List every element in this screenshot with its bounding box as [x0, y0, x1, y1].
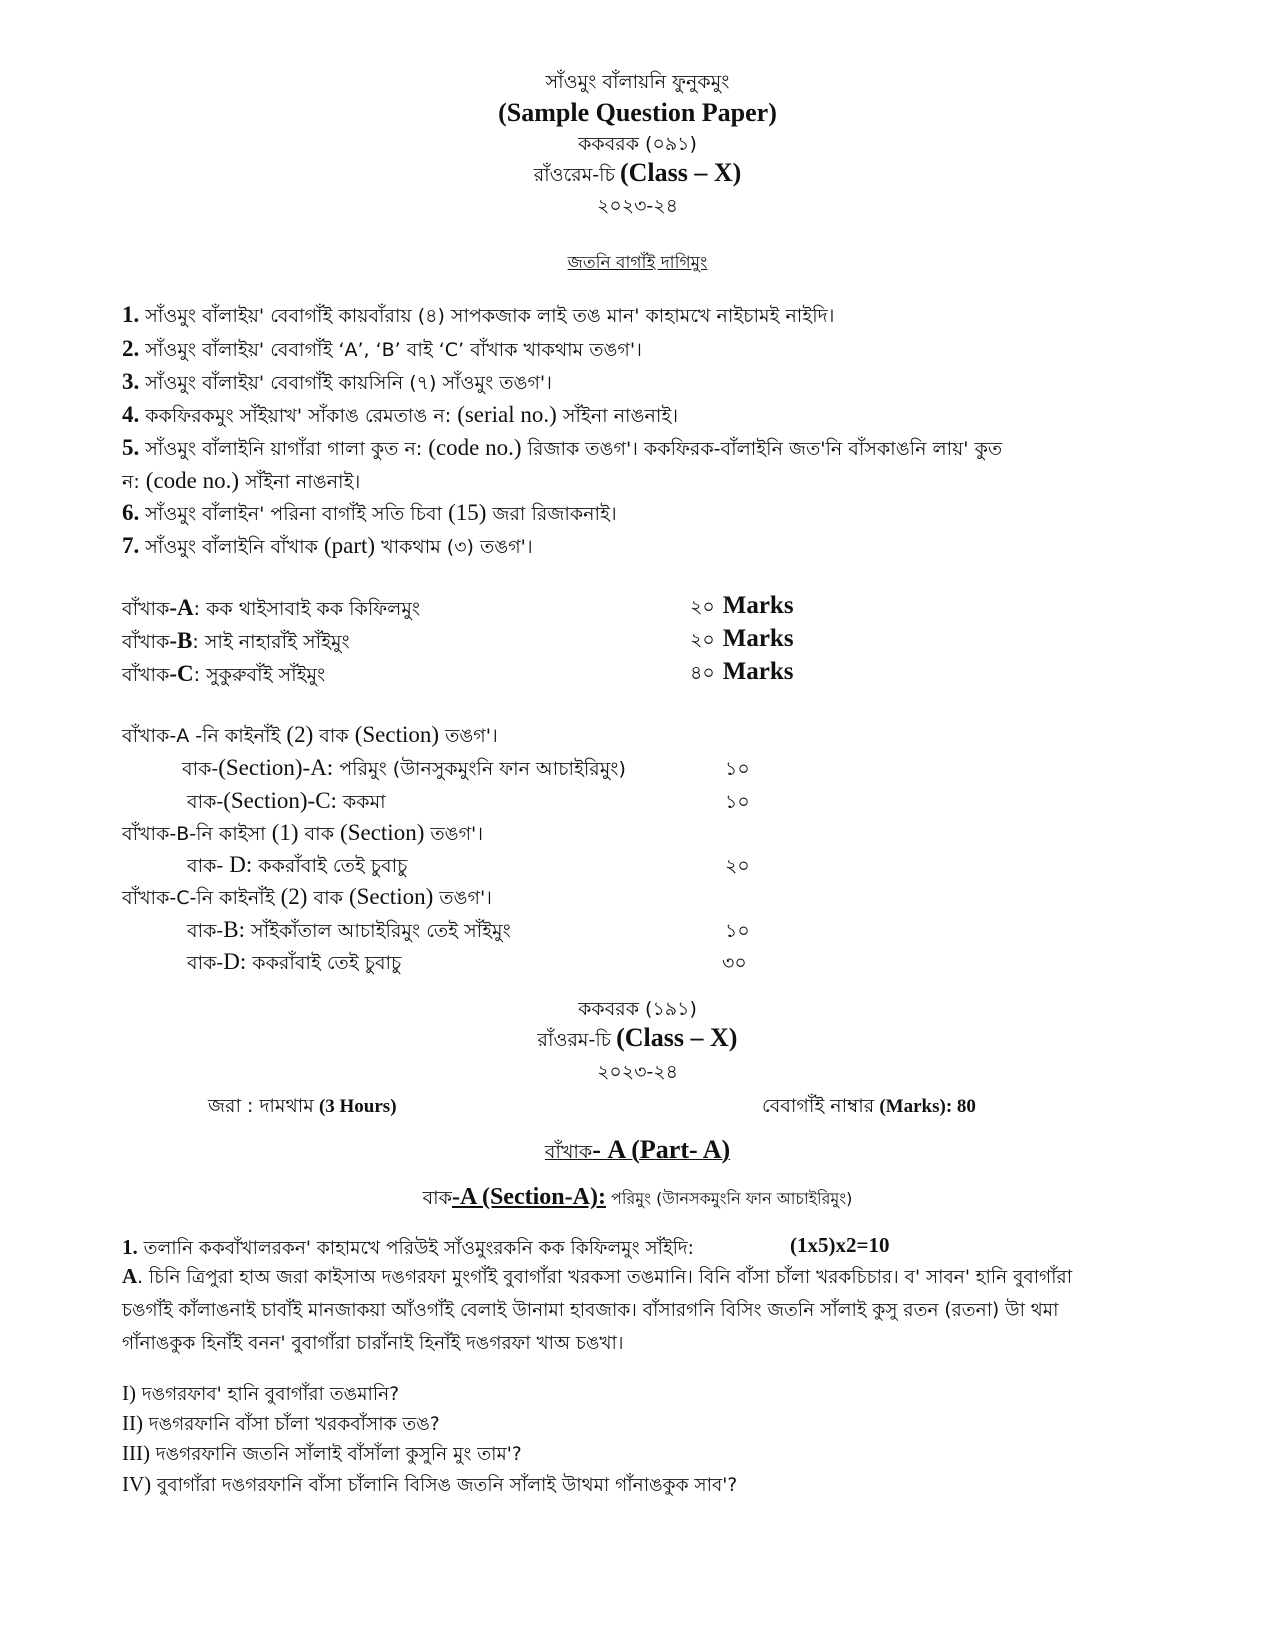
section-title-desc: পরিমুং (উানসকমুংনি ফান আচাইরিমুং)	[611, 1189, 853, 1208]
part-label: -C	[169, 661, 194, 686]
second-year: ২০২৩-২৪	[597, 1061, 678, 1083]
passage-label: A	[122, 1264, 138, 1288]
instruction-latin: (serial no.)	[457, 402, 557, 427]
part-label: -B	[169, 628, 193, 653]
instruction-text: সাঁইনা নাঙনাই।	[245, 471, 361, 493]
section-row	[187, 949, 401, 981]
section-text: তঙগ'।	[445, 725, 498, 747]
part-summary-a	[122, 595, 420, 627]
time-label: জরা : দামথাম	[208, 1095, 314, 1117]
section-text: বাক-	[182, 758, 219, 780]
instruction-3	[122, 369, 1132, 401]
instruction-text: রিজাক তঙগ'। ককফিরক-বাঁলাইনি জত'নি বাঁসকাঙনি লায়' কুত	[527, 438, 1003, 460]
question-text: তলানি ককবাঁখালরকন' কাহামখে পরিউই সাঁওমুংরকনি কক কিফিলমুং সাঁইদি:	[143, 1238, 694, 1259]
instruction-number: 1.	[122, 302, 140, 327]
subquestion-number: I)	[122, 1381, 136, 1405]
section-row	[122, 820, 483, 852]
header-class	[0, 158, 1275, 193]
instruction-text: খাকথাম (৩) তঙগ'।	[381, 536, 533, 558]
section-text: বাঁখাক-A -নি কাইনাঁই	[122, 725, 281, 747]
time-info	[208, 1092, 397, 1124]
marks-info	[762, 1092, 976, 1124]
subquestion-text: বুবাগাঁরা দঙগরফানি বাঁসা চাঁলানি বিসিঙ জতনি সাঁলাই উাথমা গাঁনাঙকুক সাব'?	[157, 1475, 738, 1496]
subquestion-number: III)	[122, 1441, 150, 1465]
part-summary-a-marks	[690, 592, 794, 625]
section-text: পরিমুং (উানসুকমুংনি ফান আচাইরিমুং)	[339, 758, 626, 780]
instruction-text: ককফিরকমুং সাঁইয়াখ' সাঁকাঙ রেমতাঙ ন:	[145, 405, 452, 427]
subquestion-text: দঙগরফানি জতনি সাঁলাই বাঁসাঁলা কুসুনি মুং তাম'?	[155, 1444, 522, 1465]
marks-word: Marks	[722, 658, 794, 685]
section-text: তঙগ'।	[430, 823, 484, 845]
instruction-number: 2.	[122, 336, 140, 361]
section-text: বাক-	[187, 791, 224, 813]
passage-text: . চিনি ত্রিপুরা হাঅ জরা কাইসাঅ দঙগরফা মুংগাঁই বুবাগাঁরা খরকসা তঙমানি। বিনি বাঁসা চাঁলা খরকচিচার। ব' সাবন' হানি বুবাগাঁরা চঙগাঁই কাঁলাঙনাই চাবাঁই মানজাকয়া আঁওগাঁই বেলাই উানামা হাবজাক। বাঁসারগনি বিসিং জতনি সাঁলাই কুসু রতন (রতনা) উা থমা গাঁনাঙকুক হিনাঁই বনন' বুবাগাঁরা চারাঁনাই হিনাঁই দঙগরফা খাঅ চঙখা।	[122, 1267, 1073, 1354]
subquestion-number: IV)	[122, 1472, 152, 1496]
instruction-number: 5.	[122, 435, 140, 460]
instruction-text: সাঁওমুং বাঁলাইনি বাঁখাক	[145, 536, 318, 558]
section-mark: ৩০	[722, 952, 747, 974]
subquestion-text: দঙগরফাব' হানি বুবাগাঁরা তঙমানি?	[141, 1384, 400, 1405]
part-title-prefix: বাঁখাক	[544, 1141, 593, 1163]
part-desc: : কক থাইসাবাই কক কিফিলমুং	[193, 598, 421, 620]
part-desc: : সাই নাহারাঁই সাঁইমুং	[192, 631, 350, 653]
instruction-number: 3.	[122, 369, 140, 394]
part-prefix: বাঁখাক	[122, 664, 170, 686]
section-row	[122, 884, 492, 916]
section-latin: (2)	[286, 722, 314, 747]
section-text: তঙগ'।	[439, 887, 492, 909]
part-title-label: - A (Part- A)	[592, 1135, 731, 1164]
section-row	[187, 788, 386, 820]
instruction-6	[122, 500, 1132, 532]
instruction-latin: (code no.)	[145, 468, 240, 493]
section-latin: (2)	[280, 884, 308, 909]
instructions-title: জতনি বাগাঁই দাগিমুং	[567, 253, 708, 273]
header-line1: সাঁওমুং বাঁলায়নি ফুনুকমুং	[545, 71, 730, 93]
passage	[122, 1260, 1122, 1360]
section-row	[122, 722, 498, 754]
section-latin: (1)	[271, 820, 299, 845]
header-class-prefix: রাঁওরেম-চি	[533, 164, 615, 186]
instruction-5	[122, 435, 1132, 467]
section-latin: (Section)-A:	[218, 755, 334, 780]
instruction-text: সাঁওমুং বাঁলাইন' পরিনা বাগাঁই সতি চিবা	[145, 503, 443, 525]
section-latin: (Section)	[340, 820, 425, 845]
question-number: 1.	[122, 1235, 138, 1259]
marks-number: ২০	[690, 629, 715, 651]
section-text: বাক-	[187, 952, 224, 974]
section-mark: ১০	[725, 758, 750, 780]
section-text: ককমা	[342, 791, 386, 813]
part-title	[0, 1135, 1275, 1170]
marks-number: ৪০	[690, 662, 715, 684]
instruction-text: জরা রিজাকনাই।	[492, 503, 617, 525]
section-text: ককরাঁবাই তেই চুবাচু	[258, 855, 408, 877]
section-text: বাঁখাক-B-নি কাইসা	[122, 823, 266, 845]
marks-value: (Marks): 80	[879, 1096, 976, 1117]
section-latin: D:	[223, 949, 247, 974]
instruction-1	[122, 302, 1132, 334]
section-text: বাক	[313, 887, 343, 909]
part-label: -A	[169, 595, 194, 620]
instruction-latin: (code no.)	[428, 435, 522, 460]
section-mark: ১০	[725, 920, 750, 942]
marks-word: Marks	[722, 592, 794, 619]
instruction-text: সাঁওমুং বাঁলাইয়' বেবাগাঁই কায়সিনি (৭) সাঁওমুং তঙগ'।	[145, 372, 552, 394]
part-summary-c	[122, 661, 325, 693]
instruction-number: 6.	[122, 500, 140, 525]
section-row	[187, 917, 511, 949]
question-1-marks: (1x5)x2=10	[790, 1233, 890, 1257]
part-summary-b-marks	[690, 625, 794, 658]
marks-label: বেবাগাঁই নাম্বার	[762, 1095, 875, 1117]
instruction-latin: (15)	[448, 500, 487, 525]
second-class-label: (Class – X)	[616, 1023, 738, 1052]
header-subject: ককবরক (০৯১)	[578, 133, 697, 155]
section-latin: (Section)-C:	[223, 788, 337, 813]
section-text: সাঁইকাঁতাল আচাইরিমুং তেই সাঁইমুং	[251, 920, 511, 942]
instruction-text: সাঁওমুং বাঁলাইনি য়াগাঁরা গালা কুত ন:	[145, 438, 423, 460]
section-text: বাক-	[187, 855, 224, 877]
section-mark: ২০	[725, 855, 750, 877]
section-latin: D:	[229, 852, 253, 877]
section-row	[187, 852, 407, 884]
marks-number: ২০	[690, 596, 715, 618]
subquestion	[122, 1410, 440, 1441]
instruction-text: সাঁওমুং বাঁলাইয়' বেবাগাঁই কায়বাঁরায় (৪) সাপকজাক লাই তঙ মান' কাহামখে নাইচামই নাইদি।	[145, 305, 835, 327]
section-text: বাক-	[187, 920, 224, 942]
second-class-prefix: রাঁওরম-চি	[537, 1029, 612, 1051]
subquestion	[122, 1440, 522, 1471]
instruction-2	[122, 336, 1132, 368]
section-latin: B:	[223, 917, 245, 942]
instruction-text: সাঁওমুং বাঁলাইয়' বেবাগাঁই ‘A’, ‘B’ বাই ‘C’ বাঁখাক খাকথাম তঙগ'।	[145, 339, 642, 361]
subquestion-number: II)	[122, 1411, 143, 1435]
section-title-prefix: বাক	[422, 1187, 452, 1209]
instruction-7	[122, 533, 1132, 565]
instruction-latin: (part)	[323, 533, 376, 558]
section-text: বাক	[319, 725, 349, 747]
section-latin: (Section)	[348, 884, 434, 909]
part-prefix: বাঁখাক	[122, 598, 170, 620]
header-title: (Sample Question Paper)	[498, 98, 777, 127]
section-title-label: -A (Section-A):	[451, 1184, 606, 1210]
part-desc: : সুকুরুবাঁই সাঁইমুং	[193, 664, 326, 686]
subquestion	[122, 1380, 399, 1411]
section-title	[0, 1184, 1275, 1216]
header-class-label: (Class – X)	[619, 158, 742, 187]
header-year: ২০২৩-২৪	[597, 195, 678, 217]
part-summary-c-marks	[690, 658, 794, 691]
instruction-4	[122, 402, 1132, 434]
section-text: ককরাঁবাই তেই চুবাচু	[252, 952, 402, 974]
subquestion-text: দঙগরফানি বাঁসা চাঁলা খরকবাঁসাক তঙ?	[148, 1414, 440, 1435]
second-subject: ককবরক (১৯১)	[578, 998, 697, 1020]
section-text: বাক	[304, 823, 334, 845]
part-prefix: বাঁখাক	[122, 631, 170, 653]
marks-word: Marks	[722, 625, 794, 652]
instruction-text: সাঁইনা নাঙনাই।	[562, 405, 679, 427]
section-latin: (Section)	[354, 722, 440, 747]
instruction-text: ন:	[122, 471, 140, 493]
section-mark: ১০	[725, 791, 750, 813]
part-summary-b	[122, 628, 350, 660]
subquestion	[122, 1471, 737, 1502]
section-text: বাঁখাক-C-নি কাইনাঁই	[122, 887, 275, 909]
instruction-5-cont	[122, 468, 1132, 500]
second-class	[0, 1023, 1275, 1058]
section-row	[182, 755, 626, 787]
instruction-number: 7.	[122, 533, 140, 558]
instruction-number: 4.	[122, 402, 140, 427]
time-value: (3 Hours)	[318, 1096, 397, 1117]
